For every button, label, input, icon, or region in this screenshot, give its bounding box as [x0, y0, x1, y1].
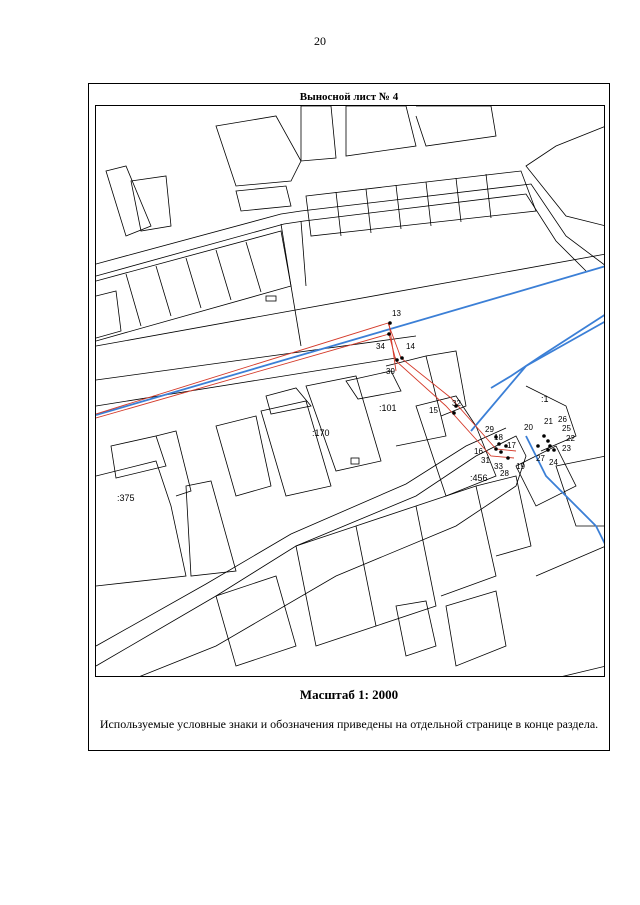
point-label: 28 [500, 469, 509, 478]
point-label: 26 [558, 415, 567, 424]
point-label: 31 [481, 456, 490, 465]
point-label: 33 [494, 462, 503, 471]
point-label: 18 [494, 433, 503, 442]
point-label: 16 [474, 447, 483, 456]
point-label: 29 [485, 425, 494, 434]
map-sheet-frame [88, 83, 610, 751]
point-label: 24 [549, 458, 558, 467]
parcel-label-101: :101 [379, 403, 397, 413]
map-canvas [96, 106, 605, 677]
parcel-label-375: :375 [117, 493, 135, 503]
point-label: 32 [452, 399, 461, 408]
parcel-label-1: :1 [541, 394, 549, 404]
point-label: 27 [536, 454, 545, 463]
point-label: 25 [562, 424, 571, 433]
point-label: 23 [562, 444, 571, 453]
point-label: 21 [544, 417, 553, 426]
point-label: 19 [516, 462, 525, 471]
point-label: 34 [376, 342, 385, 351]
point-label: 15 [429, 406, 438, 415]
sheet-title: Выносной лист № 4 [299, 91, 399, 103]
cadastral-map [95, 105, 605, 677]
point-label: 14 [406, 342, 415, 351]
page-number: 20 [314, 34, 326, 48]
point-label: 13 [392, 309, 401, 318]
point-label: 39 [386, 367, 395, 376]
parcel-label-170: :170 [312, 428, 330, 438]
legend-note: Используемые условные знаки и обозначения приведены на отдельной странице в конце раздела. [99, 717, 599, 731]
parcel-label-456: :456 [470, 473, 488, 483]
map-scale: Масштаб 1: 2000 [299, 687, 399, 702]
point-label: 17 [507, 441, 516, 450]
point-label: 20 [524, 423, 533, 432]
point-label: 22 [566, 434, 575, 443]
